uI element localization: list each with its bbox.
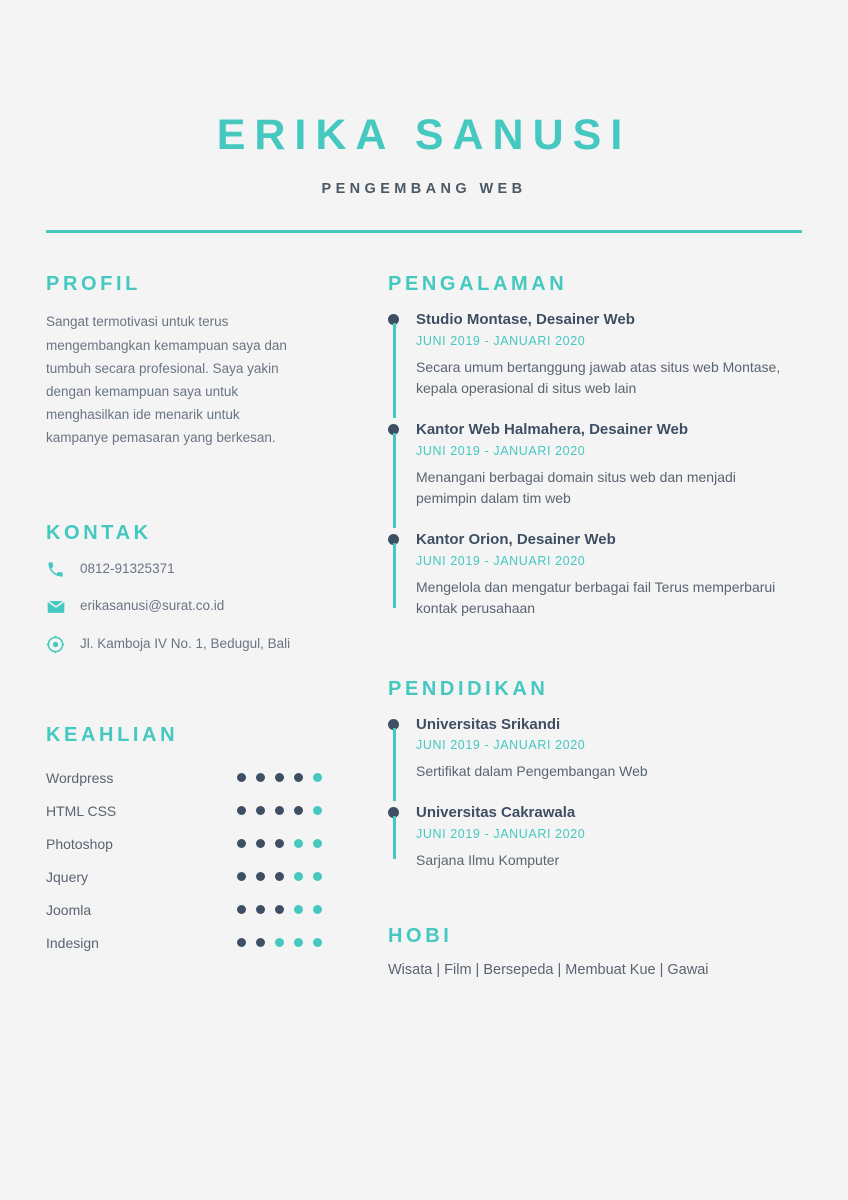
skill-dot-filled [256,905,265,914]
skill-dot-empty [313,938,322,947]
education-heading: PENDIDIKAN [388,677,549,700]
skill-level-dots [230,773,324,782]
phone-icon [46,559,80,579]
envelope-icon [46,596,80,617]
contact-item-address [46,634,324,654]
section-contact [46,522,324,655]
contact-email-value: erikasanusi@surat.co.id [80,597,225,613]
entry-date: JUNI 2019 - JANUARI 2020 [416,826,586,841]
skill-level-dots [230,938,324,947]
skill-row [46,893,324,926]
contact-item-phone [46,559,324,579]
timeline-entry [388,715,802,803]
section-profile [46,273,324,449]
skill-level-dots [230,839,324,848]
skill-dot-filled [237,872,246,881]
skill-dot-filled [256,839,265,848]
entry-title: Universitas Cakrawala [416,804,576,822]
section-hobby [388,925,802,978]
skill-dot-filled [237,806,246,815]
skill-name: Photoshop [46,835,113,852]
page-title: ERIKA SANUSI [216,111,632,159]
profile-heading: PROFIL [46,273,141,296]
skill-row [46,794,324,827]
skill-level-dots [230,806,324,815]
contact-phone-value: 0812-91325371 [80,560,175,576]
skill-dot-filled [256,806,265,815]
skill-row [46,860,324,893]
skill-name: Indesign [46,934,99,951]
skill-row [46,761,324,794]
left-column [46,273,346,978]
timeline-line [393,816,396,859]
experience-heading: PENGALAMAN [388,273,568,296]
entry-description: Menangani berbagai domain situs web dan menjadi pemimpin dalam tim web [416,468,736,507]
skill-dot-empty [313,872,322,881]
skill-name: Wordpress [46,769,114,786]
hobby-heading: HOBI [388,925,453,948]
entry-description: Mengelola dan mengatur berbagai fail Terus memperbarui kontak perusahaan [416,578,776,617]
entry-date: JUNI 2019 - JANUARI 2020 [416,333,586,348]
timeline-line [393,323,396,418]
skill-dot-filled [275,806,284,815]
skill-name: Joomla [46,901,92,918]
skill-row [46,827,324,860]
education-timeline [388,715,802,871]
skill-dot-filled [256,872,265,881]
section-experience [388,273,802,620]
entry-title: Kantor Orion, Desainer Web [416,531,616,549]
resume-header [46,0,802,197]
location-pin-icon [46,634,80,654]
skill-dot-filled [237,773,246,782]
resume-columns [46,273,802,978]
contact-heading: KONTAK [46,521,152,544]
contact-address-value: Jl. Kamboja IV No. 1, Bedugul, Bali [80,635,291,651]
skill-dot-filled [294,806,303,815]
entry-date: JUNI 2019 - JANUARI 2020 [416,443,586,458]
header-divider [46,230,802,233]
skill-dot-empty [313,773,322,782]
skill-dot-empty [294,872,303,881]
skill-dot-empty [313,806,322,815]
skill-dot-empty [313,905,322,914]
experience-timeline [388,310,802,620]
skill-dot-filled [275,872,284,881]
entry-description: Sertifikat dalam Pengembangan Web [416,763,648,780]
contact-item-email [46,596,324,617]
hobby-text: Wisata | Film | Bersepeda | Membuat Kue | Gawai [388,962,709,979]
entry-title: Studio Montase, Desainer Web [416,311,635,329]
skills-list [46,761,324,959]
timeline-line [393,433,396,528]
contact-list [46,559,324,655]
skill-dot-filled [294,773,303,782]
entry-date: JUNI 2019 - JANUARI 2020 [416,553,586,568]
skill-dot-filled [237,905,246,914]
section-skills [46,724,324,959]
job-title: PENGEMBANG WEB [321,181,527,198]
skill-row [46,926,324,959]
entry-date: JUNI 2019 - JANUARI 2020 [416,738,586,753]
skill-level-dots [230,905,324,914]
skill-dot-empty [313,839,322,848]
entry-title: Universitas Srikandi [416,715,561,733]
skill-dot-empty [275,938,284,947]
profile-text: Sangat termotivasi untuk terus mengembangkan kemampuan saya dan tumbuh secara profesional. Saya yakin dengan kemampuan saya untuk menghasilkan ide menarik untuk kampanye pemasaran yang berkesan. [46,314,287,446]
skill-dot-empty [294,905,303,914]
timeline-line [393,543,396,608]
entry-description: Sarjana Ilmu Komputer [416,851,560,868]
timeline-entry [388,420,802,530]
skill-dot-filled [275,773,284,782]
skill-dot-filled [275,905,284,914]
section-education [388,678,802,871]
skill-name: Jquery [46,868,89,885]
skill-dot-empty [294,938,303,947]
right-column [346,273,802,978]
skills-heading: KEAHLIAN [46,724,179,747]
timeline-entry [388,803,802,871]
entry-title: Kantor Web Halmahera, Desainer Web [416,421,689,439]
timeline-line [393,728,396,801]
entry-description: Secara umum bertanggung jawab atas situs web Montase, kepala operasional di situs web lain [416,358,781,397]
skill-dot-filled [275,839,284,848]
timeline-entry [388,530,802,620]
skill-dot-filled [256,773,265,782]
skill-name: HTML CSS [46,802,117,819]
skill-dot-empty [294,839,303,848]
skill-dot-filled [256,938,265,947]
skill-level-dots [230,872,324,881]
skill-dot-filled [237,938,246,947]
skill-dot-filled [237,839,246,848]
timeline-entry [388,310,802,420]
